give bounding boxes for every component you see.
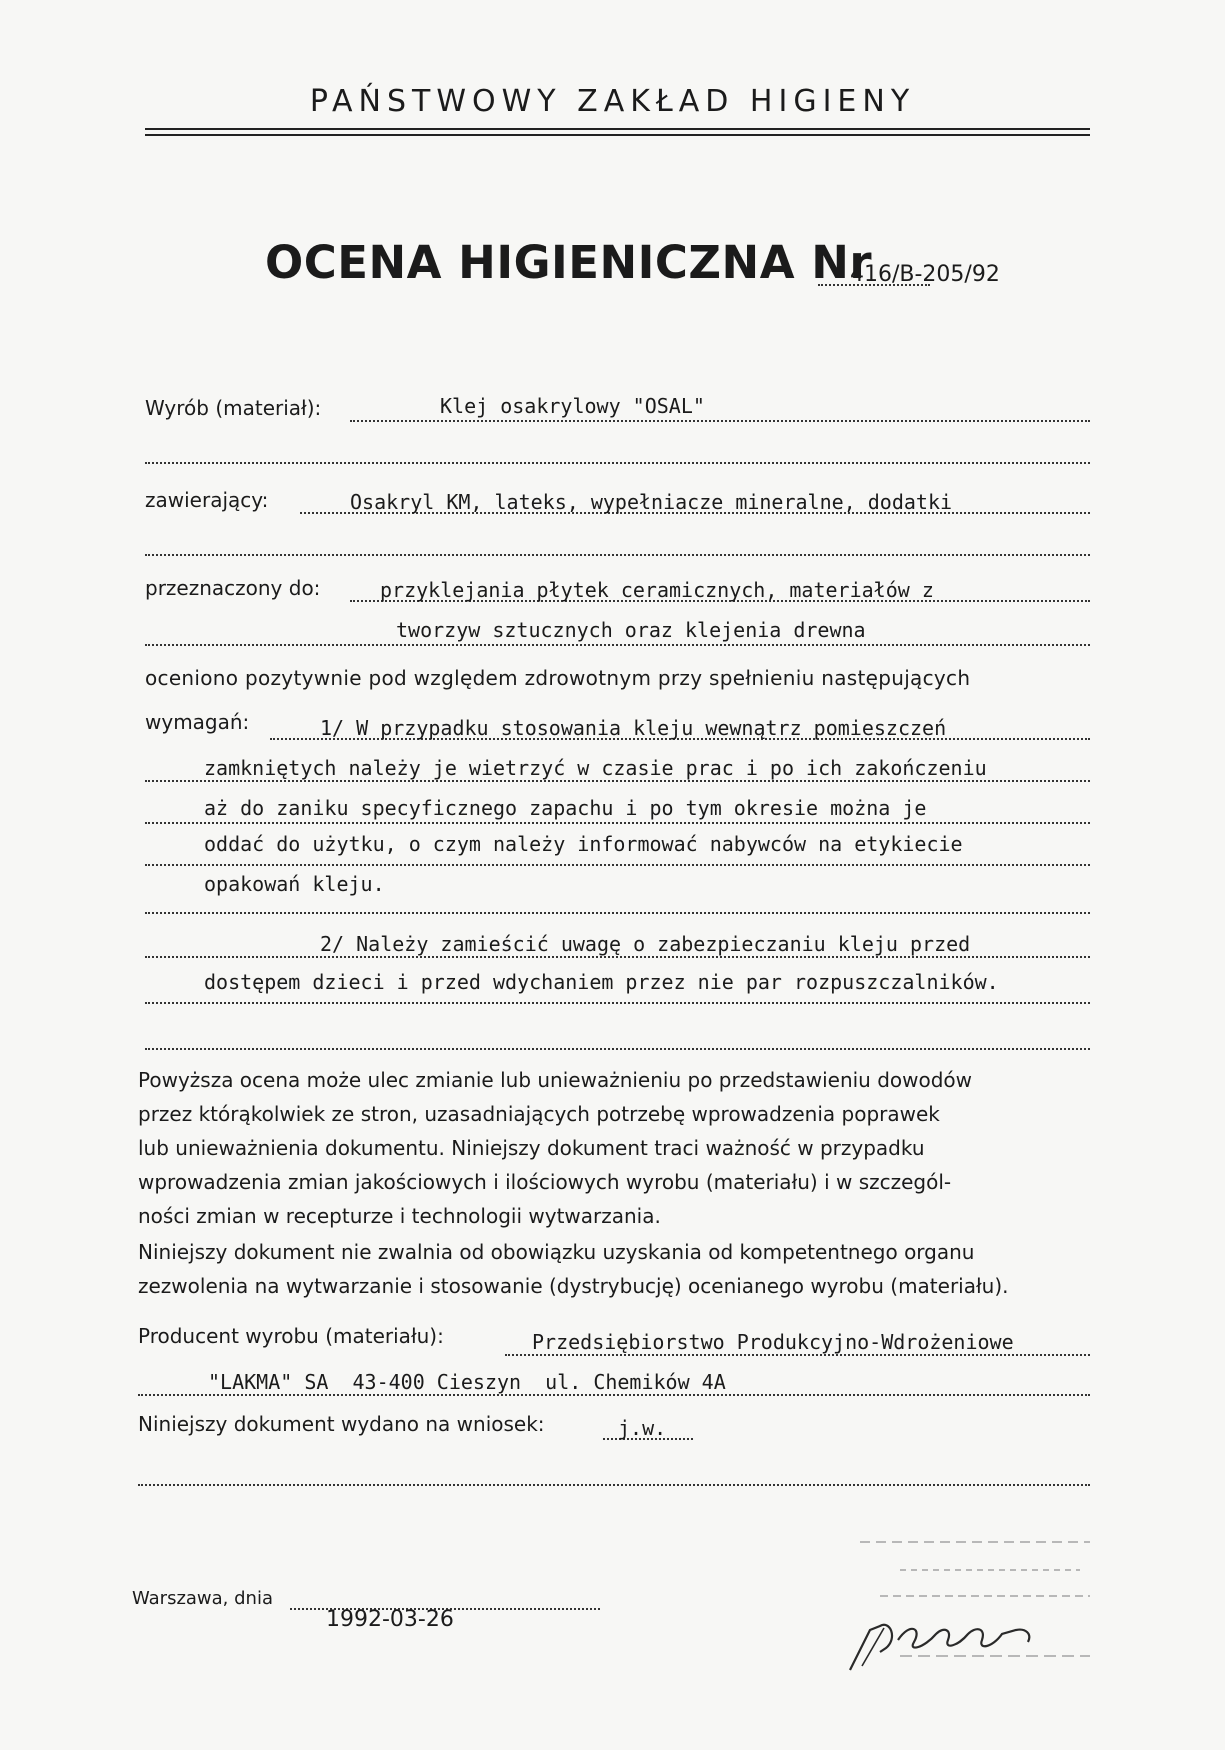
producer-dotline-2 xyxy=(138,1394,1090,1396)
req1-line1: 1/ W przypadku stosowania kleju wewnątrz pomieszczeń xyxy=(320,716,947,740)
producer-line2: "LAKMA" SA 43-400 Cieszyn ul. Chemików 4A xyxy=(208,1370,726,1394)
blank-dotline-3 xyxy=(145,1048,1090,1050)
req1-line4: oddać do użytku, o czym należy informować nabywców na etykiecie xyxy=(204,832,963,856)
req2-line2: dostępem dzieci i przed wdychaniem przez nie par rozpuszczalników. xyxy=(204,970,999,994)
request-value: j.w. xyxy=(618,1416,667,1440)
purpose-label: przeznaczony do: xyxy=(145,576,321,600)
product-dotline xyxy=(350,420,1090,422)
product-value: Klej osakrylowy "OSAL" xyxy=(440,394,705,418)
purpose-value-line2: tworzyw sztucznych oraz klejenia drewna xyxy=(396,618,866,642)
notice-line-5: ności zmian w recepturze i technologii wytwarzania. xyxy=(138,1204,661,1228)
notice-line-6: Niniejszy dokument nie zwalnia od obowiązku uzyskania od kompetentnego organu xyxy=(138,1240,975,1264)
req2-line1: 2/ Należy zamieścić uwagę o zabezpieczaniu kleju przed xyxy=(320,932,971,956)
req1-line2: zamkniętych należy je wietrzyć w czasie prac i po ich zakończeniu xyxy=(204,756,987,780)
blank-dotline-2 xyxy=(145,554,1090,556)
institution-header: PAŃSTWOWY ZAKŁAD HIGIENY xyxy=(309,84,916,119)
notice-line-1: Powyższa ocena może ulec zmianie lub unieważnieniu po przedstawieniu dowodów xyxy=(138,1068,973,1092)
req1-dotline-3 xyxy=(145,822,1090,824)
req2-dotline-2 xyxy=(145,1002,1090,1004)
blank-dotline-4 xyxy=(138,1484,1090,1486)
stamp-signature-image xyxy=(840,1530,1110,1680)
req2-dotline-1 xyxy=(145,956,1090,958)
product-label: Wyrób (materiał): xyxy=(145,396,322,420)
req1-line5: opakowań kleju. xyxy=(204,872,385,896)
purpose-dotline-2 xyxy=(145,644,1090,646)
contents-label: zawierający: xyxy=(145,488,269,512)
req1-dotline-5 xyxy=(145,912,1090,914)
document-title: OCENA HIGIENICZNA Nr xyxy=(265,236,873,289)
req1-dotline-4 xyxy=(145,864,1090,866)
header-rule-bottom xyxy=(145,134,1090,136)
purpose-value-line1: przyklejania płytek ceramicznych, materiałów z xyxy=(380,578,934,602)
date-value: 1992-03-26 xyxy=(326,1607,454,1632)
notice-line-7: zezwolenia na wytwarzanie i stosowanie (dystrybucję) ocenianego wyrobu (materiału). xyxy=(138,1274,1009,1298)
producer-label: Producent wyrobu (materiału): xyxy=(138,1324,444,1348)
notice-line-4: wprowadzenia zmian jakościowych i ilościowych wyrobu (materiału) i w szczegól- xyxy=(138,1170,952,1194)
document-number: 416/B-205/92 xyxy=(850,262,1000,287)
contents-value: Osakryl KM, lateks, wypełniacze mineralne, dodatki xyxy=(350,490,953,514)
assessment-text: oceniono pozytywnie pod względem zdrowotnym przy spełnieniu następujących xyxy=(145,666,971,690)
header-rule-top xyxy=(145,128,1090,130)
blank-dotline-1 xyxy=(145,462,1090,464)
date-label: Warszawa, dnia xyxy=(132,1588,273,1609)
producer-dotline-1 xyxy=(505,1354,1090,1356)
req1-dotline-2 xyxy=(145,780,1090,782)
request-label: Niniejszy dokument wydano na wniosek: xyxy=(138,1412,545,1436)
requirements-label: wymagań: xyxy=(145,710,250,734)
req1-line3: aż do zaniku specyficznego zapachu i po tym okresie można je xyxy=(204,796,927,820)
producer-line1: Przedsiębiorstwo Produkcyjno-Wdrożeniowe xyxy=(532,1330,1014,1354)
notice-line-2: przez którąkolwiek ze stron, uzasadniających potrzebę wprowadzenia poprawek xyxy=(138,1102,940,1126)
notice-line-3: lub unieważnienia dokumentu. Niniejszy dokument traci ważność w przypadku xyxy=(138,1136,925,1160)
